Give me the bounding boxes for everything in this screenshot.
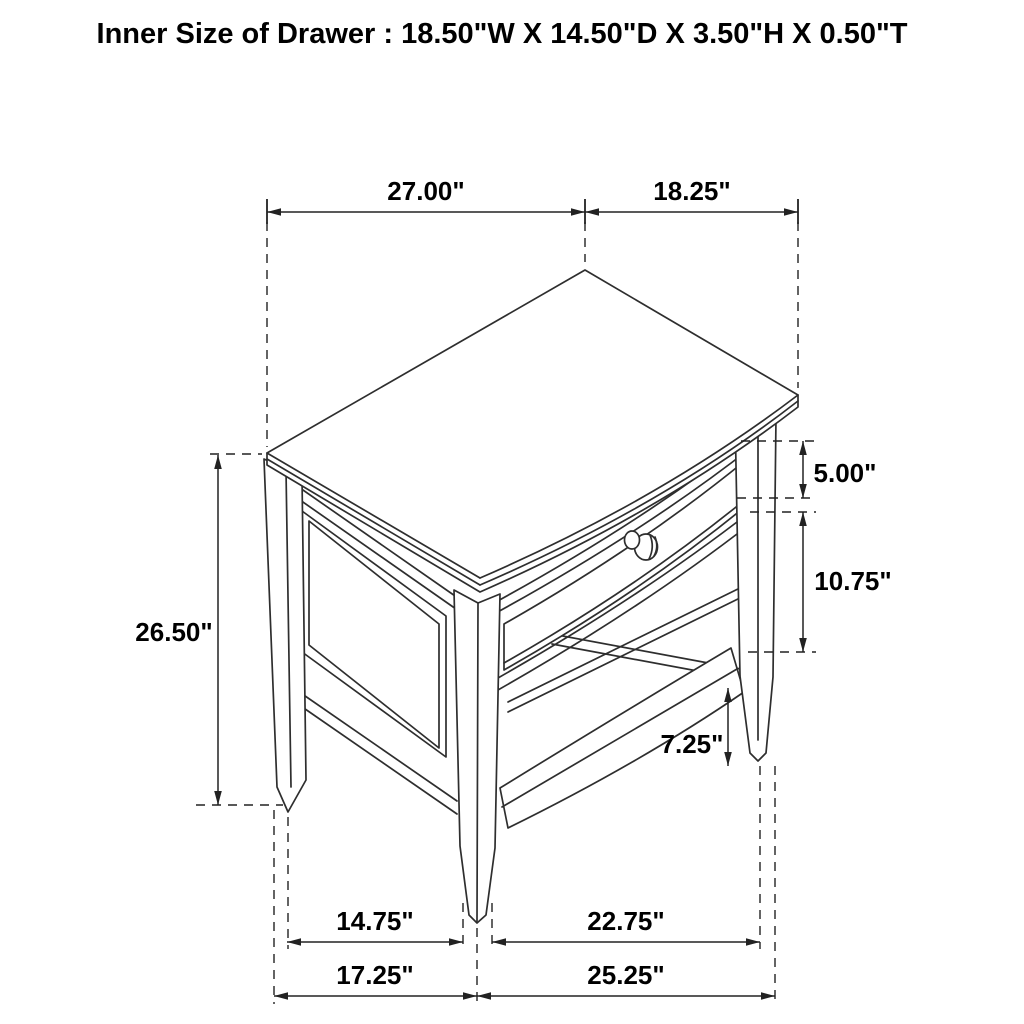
diagram-title: Inner Size of Drawer : 18.50"W X 14.50"D X 3.50"H X 0.50"T bbox=[96, 18, 908, 50]
left-leg bbox=[264, 459, 306, 812]
knob-cap bbox=[625, 531, 640, 549]
label-shelf-clearance: 7.25" bbox=[660, 729, 724, 759]
label-drawer-face-height: 5.00" bbox=[813, 458, 877, 488]
label-leg-span-outer-right: 25.25" bbox=[587, 960, 665, 990]
label-leg-span-inner-right: 22.75" bbox=[587, 906, 665, 936]
leg-outline bbox=[735, 413, 776, 761]
front-leg bbox=[454, 590, 500, 923]
label-leg-span-inner-left: 14.75" bbox=[336, 906, 414, 936]
label-top-depth: 18.25" bbox=[653, 176, 731, 206]
label-top-width: 27.00" bbox=[387, 176, 465, 206]
right-leg bbox=[735, 413, 776, 761]
label-leg-span-outer-left: 17.25" bbox=[336, 960, 414, 990]
dimension-labels bbox=[135, 176, 891, 990]
label-opening-height: 10.75" bbox=[814, 566, 892, 596]
label-overall-height: 26.50" bbox=[135, 617, 213, 647]
leg-outline bbox=[264, 459, 306, 812]
leg-ridge bbox=[477, 603, 478, 921]
dimension-annotations bbox=[135, 176, 891, 1004]
furniture-drawing bbox=[264, 270, 798, 923]
